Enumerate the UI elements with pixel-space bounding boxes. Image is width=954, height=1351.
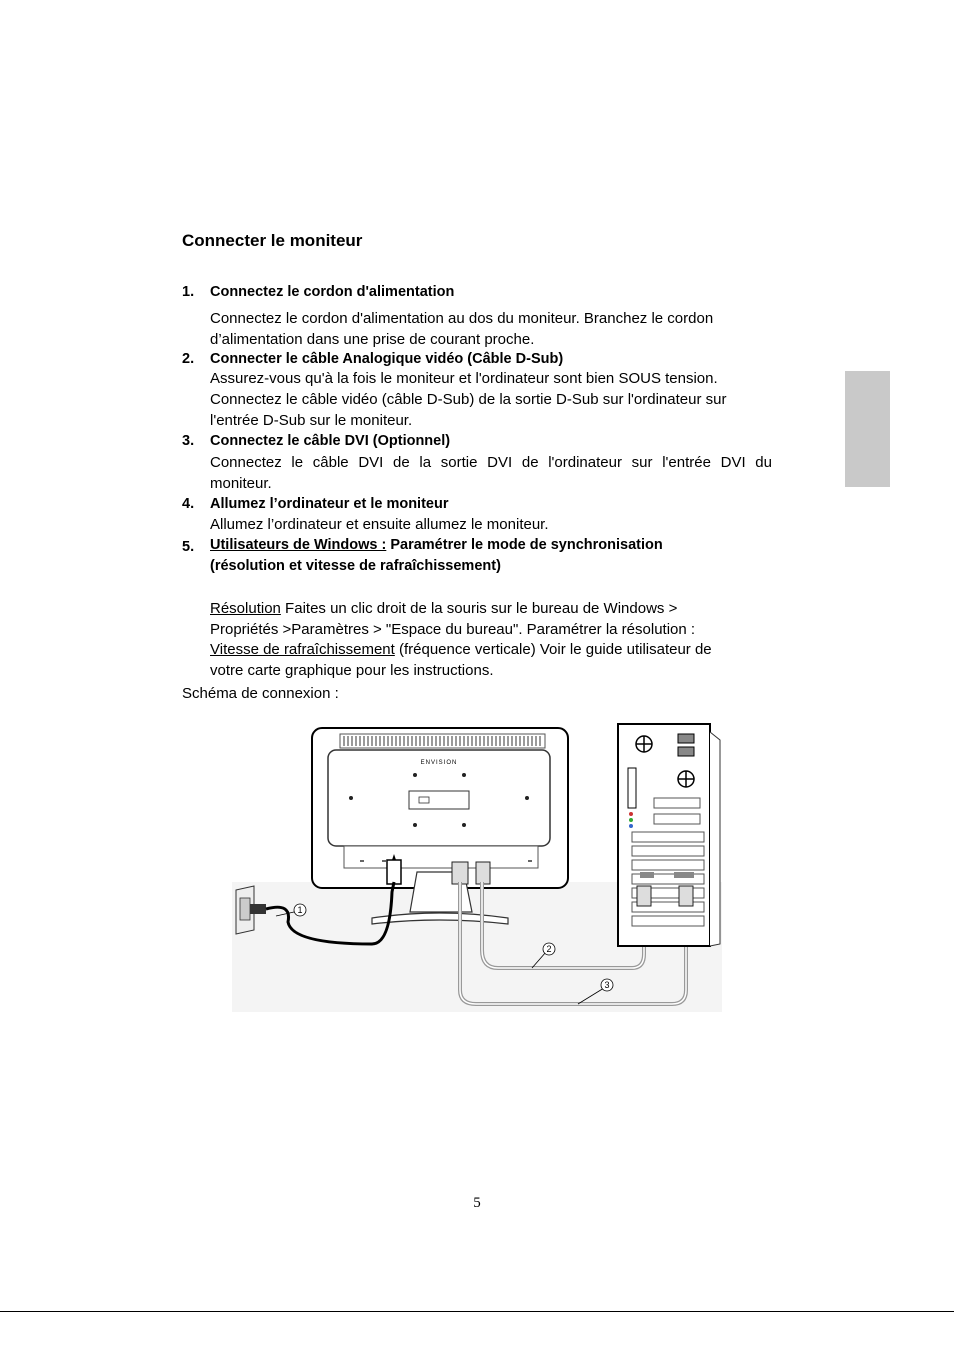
resolution-text-1: Faites un clic droit de la souris sur le bureau de Windows > <box>280 600 678 617</box>
refresh-text-1: (fréquence verticale) Voir le guide utilisateur de <box>394 641 712 658</box>
step-3-line-2: moniteur. <box>210 475 272 492</box>
footer-rule <box>0 1311 954 1312</box>
step-1-number: 1. <box>182 284 195 300</box>
brand-label: ENVISION <box>420 760 458 766</box>
step-3-heading: Connectez le câble DVI (Optionnel) <box>210 433 451 449</box>
refresh-line-1 <box>210 639 712 660</box>
step-4-line-1: Allumez l’ordinateur et ensuite allumez le moniteur. <box>210 516 549 533</box>
step-5-number: 5. <box>182 539 195 555</box>
resolution-line-1 <box>210 598 677 619</box>
step-4-number: 4. <box>182 496 195 512</box>
resolution-line-2: Propriétés >Paramètres > "Espace du bureau". Paramétrer la résolution : <box>210 621 696 638</box>
monitor-back <box>312 728 568 888</box>
diagram-caption: Schéma de connexion : <box>182 685 339 702</box>
step-3-line-1: Connectez le câble DVI de la sortie DVI de l'ordinateur sur l'entrée DVI du <box>210 454 772 471</box>
step-5-heading <box>210 535 663 556</box>
step-2-number: 2. <box>182 351 195 367</box>
page-title: Connecter le moniteur <box>182 231 363 250</box>
windows-users-link[interactable]: Utilisateurs de Windows : <box>210 537 387 553</box>
pc-tower <box>618 724 720 946</box>
connection-diagram <box>232 722 722 1012</box>
refresh-rate-link[interactable]: Vitesse de rafraîchissement <box>210 641 395 658</box>
step-5-heading-rest: Paramétrer le mode de synchronisation <box>386 537 663 553</box>
step-4-heading: Allumez l’ordinateur et le moniteur <box>210 496 449 512</box>
callout-1-label: 1 <box>297 905 303 915</box>
step-2-line-3: l'entrée D-Sub sur le moniteur. <box>210 412 413 429</box>
step-1-heading: Connectez le cordon d'alimentation <box>210 284 455 300</box>
step-2-heading: Connecter le câble Analogique vidéo (Câble D-Sub) <box>210 351 564 367</box>
step-1-line-1: Connectez le cordon d'alimentation au dos du moniteur. Branchez le cordon <box>210 310 714 327</box>
step-2-line-2: Connectez le câble vidéo (câble D-Sub) de la sortie D-Sub sur l'ordinateur sur <box>210 391 727 408</box>
step-5-heading-line-2: (résolution et vitesse de rafraîchissement) <box>210 558 501 574</box>
refresh-line-2: votre carte graphique pour les instructions. <box>210 662 494 679</box>
step-2-line-1: Assurez-vous qu'à la fois le moniteur et l'ordinateur sont bien SOUS tension. <box>210 370 718 387</box>
page-number: 5 <box>473 1195 481 1211</box>
callout-3-label: 3 <box>604 980 610 990</box>
step-3-number: 3. <box>182 433 195 449</box>
callout-2-label: 2 <box>546 944 552 954</box>
resolution-link[interactable]: Résolution <box>210 600 281 617</box>
language-tab <box>845 371 890 487</box>
step-1-line-2: d’alimentation dans une prise de courant proche. <box>210 331 535 348</box>
